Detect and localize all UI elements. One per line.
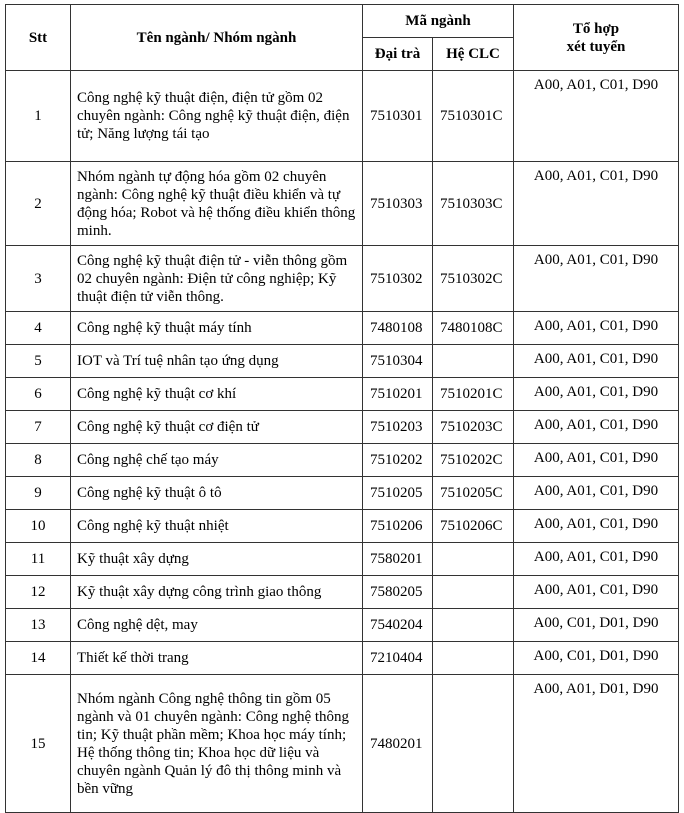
row-major-name: Công nghệ kỹ thuật cơ điện tử — [71, 411, 363, 444]
row-combination: A00, A01, D01, D90 — [514, 675, 679, 813]
row-stt: 11 — [6, 543, 71, 576]
row-major-name: Công nghệ kỹ thuật nhiệt — [71, 510, 363, 543]
row-major-name: Thiết kế thời trang — [71, 642, 363, 675]
row-code-clc — [433, 609, 514, 642]
header-clc: Hệ CLC — [433, 38, 514, 71]
row-major-name: Công nghệ kỹ thuật cơ khí — [71, 378, 363, 411]
table-row — [6, 345, 679, 378]
row-code-regular: 7510304 — [363, 345, 433, 378]
row-code-regular: 7580201 — [363, 543, 433, 576]
row-code-clc: 7510202C — [433, 444, 514, 477]
row-stt: 9 — [6, 477, 71, 510]
row-code-regular: 7480108 — [363, 312, 433, 345]
row-combination: A00, A01, C01, D90 — [514, 246, 679, 312]
header-code: Mã ngành — [363, 5, 514, 38]
row-code-regular: 7540204 — [363, 609, 433, 642]
row-major-name: Kỹ thuật xây dựng — [71, 543, 363, 576]
header-stt: Stt — [6, 5, 71, 71]
row-code-clc — [433, 345, 514, 378]
table-row — [6, 675, 679, 813]
row-combination: A00, A01, C01, D90 — [514, 444, 679, 477]
table-row — [6, 510, 679, 543]
row-combination: A00, A01, C01, D90 — [514, 477, 679, 510]
row-code-clc: 7510301C — [433, 71, 514, 162]
row-code-clc — [433, 642, 514, 675]
table-row — [6, 378, 679, 411]
row-major-name: Công nghệ kỹ thuật điện, điện tử gồm 02 chuyên ngành: Công nghệ kỹ thuật điện, điện tử; Năng lượng tái tạo — [71, 71, 363, 162]
row-combination: A00, A01, C01, D90 — [514, 71, 679, 162]
row-major-name: Kỹ thuật xây dựng công trình giao thông — [71, 576, 363, 609]
row-code-clc — [433, 675, 514, 813]
table-row — [6, 411, 679, 444]
row-major-name: Công nghệ dệt, may — [71, 609, 363, 642]
row-stt: 8 — [6, 444, 71, 477]
table-row — [6, 162, 679, 246]
row-code-clc: 7510205C — [433, 477, 514, 510]
row-combination: A00, A01, C01, D90 — [514, 162, 679, 246]
row-code-regular: 7510201 — [363, 378, 433, 411]
row-code-regular: 7510301 — [363, 71, 433, 162]
table-row — [6, 444, 679, 477]
row-combination: A00, A01, C01, D90 — [514, 378, 679, 411]
row-major-name: Công nghệ chế tạo máy — [71, 444, 363, 477]
row-code-clc: 7480108C — [433, 312, 514, 345]
row-stt: 7 — [6, 411, 71, 444]
header-regular: Đại trà — [363, 38, 433, 71]
table-row — [6, 642, 679, 675]
row-stt: 1 — [6, 71, 71, 162]
row-major-name: Nhóm ngành tự động hóa gồm 02 chuyên ngành: Công nghệ kỹ thuật điều khiển và tự động hóa; Robot và hệ thống điều khiển thông minh. — [71, 162, 363, 246]
row-major-name: Công nghệ kỹ thuật máy tính — [71, 312, 363, 345]
row-combination: A00, A01, C01, D90 — [514, 411, 679, 444]
majors-table — [5, 4, 679, 813]
header-row — [6, 5, 679, 38]
row-stt: 6 — [6, 378, 71, 411]
row-code-clc — [433, 576, 514, 609]
row-stt: 14 — [6, 642, 71, 675]
row-stt: 3 — [6, 246, 71, 312]
row-major-name: Công nghệ kỹ thuật ô tô — [71, 477, 363, 510]
table-row — [6, 477, 679, 510]
header-combination: Tổ hợp xét tuyển — [514, 5, 679, 71]
row-code-regular: 7210404 — [363, 642, 433, 675]
table-row — [6, 312, 679, 345]
row-code-regular: 7510302 — [363, 246, 433, 312]
row-code-regular: 7510205 — [363, 477, 433, 510]
row-major-name: Nhóm ngành Công nghệ thông tin gồm 05 ngành và 01 chuyên ngành: Công nghệ thông tin; Kỹ thuật phần mềm; Khoa học máy tính; Hệ thống thông tin; Khoa học dữ liệu và chuyên ngành Quản lý đô thị thông minh và bền vững — [71, 675, 363, 813]
row-stt: 13 — [6, 609, 71, 642]
row-code-clc: 7510201C — [433, 378, 514, 411]
row-combination: A00, A01, C01, D90 — [514, 345, 679, 378]
row-code-regular: 7510203 — [363, 411, 433, 444]
row-combination: A00, A01, C01, D90 — [514, 576, 679, 609]
row-code-regular: 7580205 — [363, 576, 433, 609]
row-stt: 2 — [6, 162, 71, 246]
table-row — [6, 576, 679, 609]
row-combination: A00, C01, D01, D90 — [514, 609, 679, 642]
header-name: Tên ngành/ Nhóm ngành — [71, 5, 363, 71]
table-row — [6, 609, 679, 642]
row-code-regular: 7510202 — [363, 444, 433, 477]
row-code-clc: 7510203C — [433, 411, 514, 444]
row-code-regular: 7510303 — [363, 162, 433, 246]
row-stt: 4 — [6, 312, 71, 345]
row-combination: A00, A01, C01, D90 — [514, 543, 679, 576]
row-stt: 15 — [6, 675, 71, 813]
table-row — [6, 71, 679, 162]
row-code-clc: 7510302C — [433, 246, 514, 312]
row-code-regular: 7510206 — [363, 510, 433, 543]
table-row — [6, 543, 679, 576]
row-combination: A00, A01, C01, D90 — [514, 312, 679, 345]
row-code-clc: 7510206C — [433, 510, 514, 543]
row-code-clc: 7510303C — [433, 162, 514, 246]
row-major-name: IOT và Trí tuệ nhân tạo ứng dụng — [71, 345, 363, 378]
row-stt: 12 — [6, 576, 71, 609]
row-combination: A00, C01, D01, D90 — [514, 642, 679, 675]
row-stt: 5 — [6, 345, 71, 378]
row-stt: 10 — [6, 510, 71, 543]
row-code-clc — [433, 543, 514, 576]
table-row — [6, 246, 679, 312]
row-combination: A00, A01, C01, D90 — [514, 510, 679, 543]
row-major-name: Công nghệ kỹ thuật điện tử - viễn thông gồm 02 chuyên ngành: Điện tử công nghiệp; Kỹ thuật điện tử viễn thông. — [71, 246, 363, 312]
row-code-regular: 7480201 — [363, 675, 433, 813]
